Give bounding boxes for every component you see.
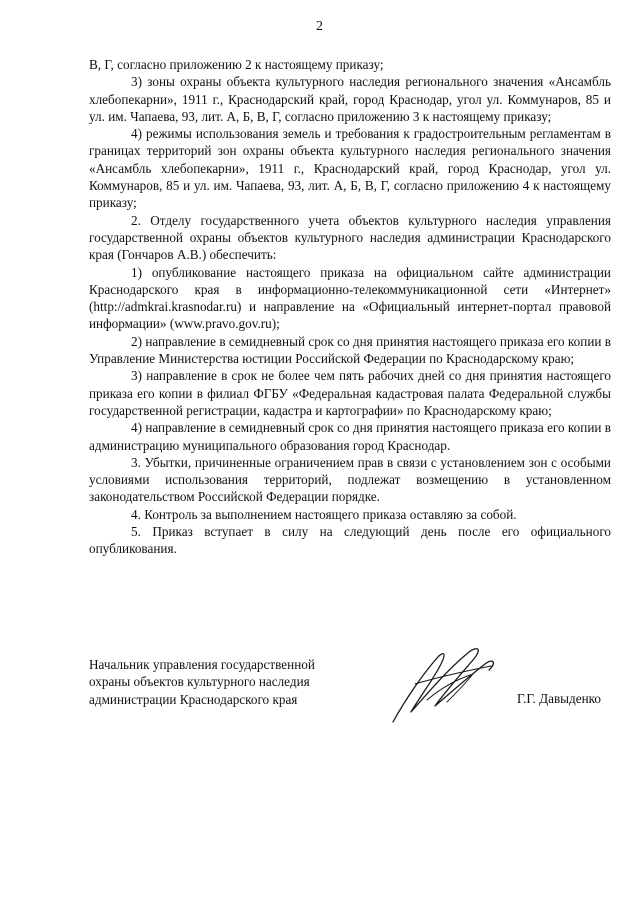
signer-position xyxy=(89,656,359,708)
signer-position-line: охраны объектов культурного наследия xyxy=(89,674,310,690)
paragraph-duty-2-ministry-of-justice: 2) направление в семидневный срок со дня принятия настоящего приказа его копии в Управление Министерства юстиции Российской Федерации по Краснодарскому краю; xyxy=(89,333,611,367)
signer-name: Г.Г. Давыденко xyxy=(516,691,601,706)
paragraph-item-3-protection-zones: 3) зоны охраны объекта культурного наследия регионального значения «Ансамбль хлебопекарни», 1911 г., Краснодарский край, город Краснодар, угол ул. Коммунаров, 85 и ул. им. Чапаева, 93, лит. А, Б, В, Г, согласно приложению 3 к настоящему приказу; xyxy=(89,74,611,124)
handwritten-signature xyxy=(385,640,505,730)
signer-position-line: Начальник управления государственной xyxy=(89,657,315,672)
paragraph-clause-2-department-duties: 2. Отделу государственного учета объектов культурного наследия управления государственной охраны объектов культурного наследия администрации Краснодарского края (Гончаров А.В.) обеспечить: xyxy=(89,212,611,263)
paragraph-clause-3-damages: 3. Убытки, причиненные ограничением прав в связи с установлением зон с особыми условиями использования территорий, подлежат возмещению в установленном законодательством Российской Федерации порядке. xyxy=(89,454,611,505)
paragraph-clause-5-entry-into-force: 5. Приказ вступает в силу на следующий день после его официального опубликования. xyxy=(89,524,611,557)
signer-position-line: администрации Краснодарского края xyxy=(89,691,298,707)
paragraph-duty-1-publication: 1) опубликование настоящего приказа на официальном сайте администрации Краснодарского края в информационно-телекоммуникационной сети «Интернет» (http://admkrai.krasnodar.ru) и направление на «Официальный интернет-портал правовой информации» (www.pravo.gov.ru); xyxy=(89,264,611,332)
paragraph-duty-3-cadastral-chamber: 3) направление в срок не более чем пять рабочих дней со дня принятия настоящего приказа его копии в филиал ФГБУ «Федеральная кадастровая палата Федеральной службы государственной регистрации, кадастра и картографии» по Краснодарскому краю; xyxy=(89,368,611,418)
document-body xyxy=(89,56,611,558)
paragraph-clause-4-control: 4. Контроль за выполнением настоящего приказа оставляю за собой. xyxy=(131,506,517,522)
paragraph-continuation: В, Г, согласно приложению 2 к настоящему приказу; xyxy=(89,57,384,72)
paragraph-duty-4-municipal-administration: 4) направление в семидневный срок со дня принятия настоящего приказа его копии в администрацию муниципального образования город Краснодар. xyxy=(89,420,611,453)
signature-block xyxy=(89,656,611,736)
page-number: 2 xyxy=(316,19,323,34)
paragraph-item-4-land-use-regimes: 4) режимы использования земель и требования к градостроительным регламентам в границах территорий зон охраны объекта культурного наследия регионального значения «Ансамбль хлебопекарни», 1911 г., Краснодарский край, город Краснодар, угол ул. Коммунаров, 85 и ул. им. Чапаева, 93, лит. А, Б, В, Г, согласно приложению 4 к настоящему приказу; xyxy=(89,126,611,211)
